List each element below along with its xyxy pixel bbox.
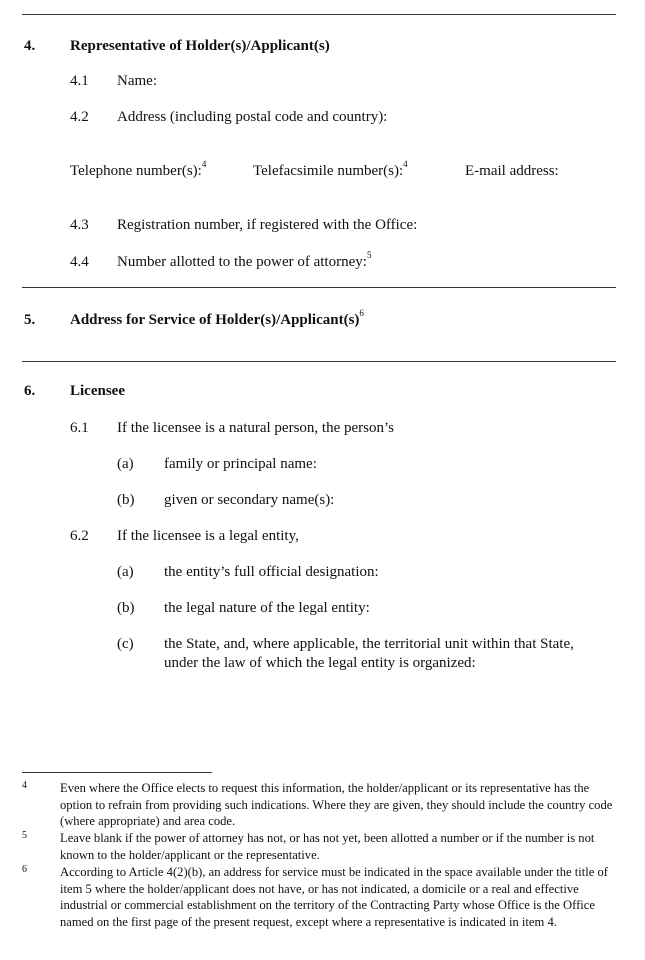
item-4-1-label: Name:: [117, 73, 157, 89]
item-6-2-c-text-line2: under the law of which the legal entity is organized:: [164, 655, 476, 671]
item-6-1-a-letter: (a): [117, 456, 134, 472]
footnote-6-text: According to Article 4(2)(b), an address for service must be indicated in the space available under the title of item 5 where the holder/applicant does not have, or has not indicated, a domicile or a real and effective industrial or commercial establishment on the territory of the Contracting Party whose Office is the Office named on the first page of the present request, except where a representative is indicated in item 4.: [60, 865, 608, 929]
footnote-separator: [22, 772, 212, 773]
footnote-5-number: 5: [22, 830, 27, 841]
section-5-number: 5.: [24, 312, 36, 328]
section-6-number: 6.: [24, 383, 36, 399]
section-6-title: Licensee: [70, 383, 125, 399]
footnote-ref-5[interactable]: 5: [366, 250, 372, 260]
telephone-text: Telephone number(s):: [70, 163, 202, 179]
section-5-title: [70, 308, 364, 329]
item-6-2-c-text-line1: the State, and, where applicable, the territorial unit within that State,: [164, 636, 574, 652]
item-6-2-c-letter: (c): [117, 636, 134, 652]
section-4-number: 4.: [24, 38, 36, 54]
item-4-3-label: Registration number, if registered with the Office:: [117, 217, 418, 233]
item-6-2-a-text: the entity’s full official designation:: [164, 564, 379, 580]
footnote-ref-4[interactable]: 4: [403, 159, 408, 169]
item-6-2-b-letter: (b): [117, 600, 135, 616]
section-divider: [22, 361, 616, 362]
item-4-2-label: Address (including postal code and country):: [117, 109, 388, 125]
item-6-1-label: If the licensee is a natural person, the person’s: [117, 420, 394, 436]
footnote-6-number: 6: [22, 864, 27, 875]
item-6-1-b-letter: (b): [117, 492, 135, 508]
item-4-3-number: 4.3: [70, 217, 89, 233]
item-6-2-b-text: the legal nature of the legal entity:: [164, 600, 370, 616]
item-4-1-number: 4.1: [70, 73, 89, 89]
section-4-title: Representative of Holder(s)/Applicant(s): [70, 38, 330, 54]
footnote-4-number: 4: [22, 780, 27, 791]
item-4-4-label: [117, 250, 372, 271]
footnote-4-text: Even where the Office elects to request this information, the holder/applicant or its representative has the option to refrain from providing such indications. Where they are given, they should include the country code (where appropriate) and area code.: [60, 781, 613, 828]
item-4-4-text: Number allotted to the power of attorney:: [117, 254, 367, 270]
footnote-5-text: Leave blank if the power of attorney has not, or has not yet, been allotted a number or if the number is not known to the holder/applicant or the representative.: [60, 831, 595, 862]
telefacsimile-text: Telefacsimile number(s):: [253, 163, 404, 179]
section-divider: [22, 287, 616, 288]
item-6-1-number: 6.1: [70, 420, 89, 436]
footnote-ref-4[interactable]: 4: [201, 159, 207, 169]
footnote-ref-6[interactable]: 6: [359, 308, 364, 318]
telefacsimile-label: [253, 159, 408, 180]
email-label: E-mail address:: [465, 163, 559, 179]
item-6-1-a-text: family or principal name:: [164, 456, 317, 472]
top-divider: [22, 14, 616, 15]
item-6-2-a-letter: (a): [117, 564, 134, 580]
item-4-4-number: 4.4: [70, 254, 89, 270]
item-6-2-number: 6.2: [70, 528, 89, 544]
item-6-1-b-text: given or secondary name(s):: [164, 492, 335, 508]
section-5-title-text: Address for Service of Holder(s)/Applicant(s): [70, 312, 360, 328]
telephone-label: [70, 159, 207, 180]
item-4-2-number: 4.2: [70, 109, 89, 125]
item-6-2-label: If the licensee is a legal entity,: [117, 528, 299, 544]
